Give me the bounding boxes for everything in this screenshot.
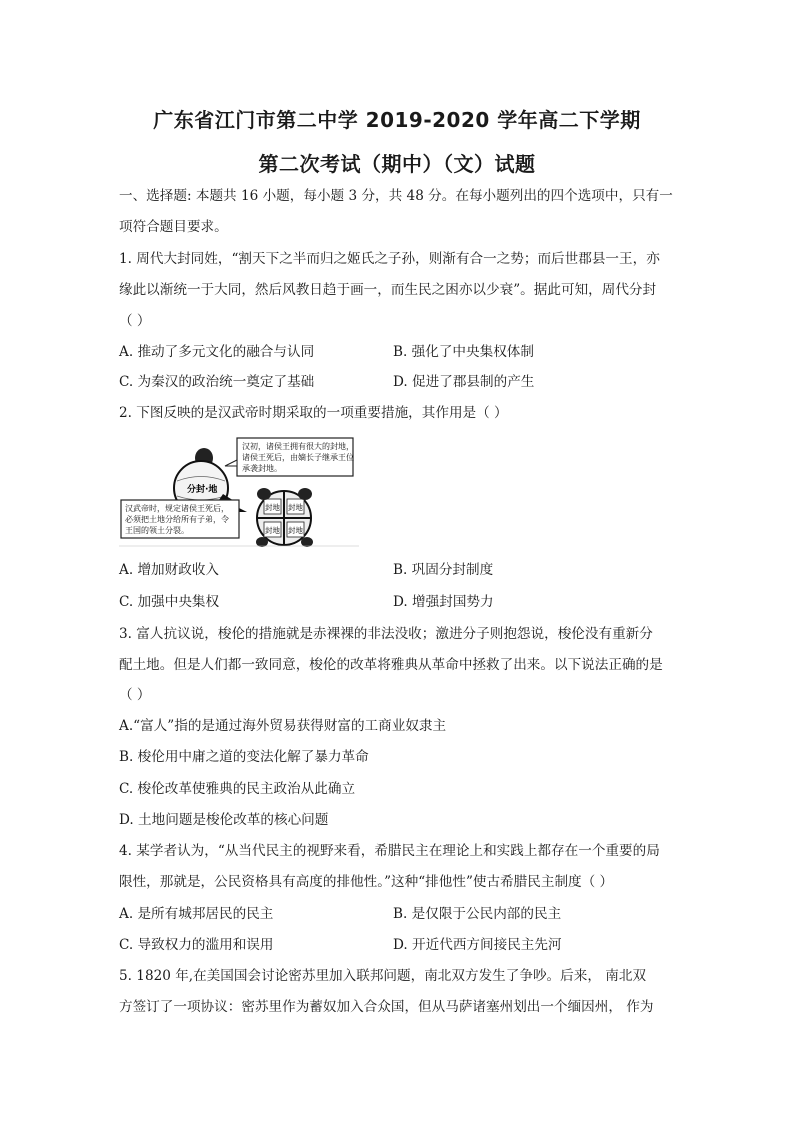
q1-option-d[interactable]: D. 促进了郡县制的产生: [393, 374, 535, 390]
bubble-top-line3: 承袭封地。: [242, 464, 282, 473]
q5-stem-line2: 方签订了一项协议：密苏里作为蓄奴加入合众国，但从马萨诸塞州划出一个缅因州， 作为: [119, 999, 654, 1015]
q4-option-c[interactable]: C. 导致权力的滥用和误用: [119, 937, 274, 953]
q1-option-c[interactable]: C. 为秦汉的政治统一奠定了基础: [119, 374, 315, 390]
q1-stem-line3: （ ）: [119, 313, 151, 329]
q2-option-a[interactable]: A. 增加财政收入: [119, 562, 220, 578]
q2-option-c[interactable]: C. 加强中央集权: [119, 594, 220, 610]
bubble-bottom-line2: 必须把土地分给所有子弟，令: [125, 515, 229, 524]
q5-stem-line1: 5. 1820 年,在美国国会讨论密苏里加入联邦问题，南北双方发生了争吵。后来， 南北双: [119, 968, 647, 984]
q3-option-d[interactable]: D. 土地问题是梭伦改革的核心问题: [119, 812, 329, 828]
fief-cell-3: 封地: [265, 526, 280, 535]
fief-cell-2: 封地: [288, 503, 303, 512]
divided-fiefs-icon: [256, 488, 313, 547]
q3-stem-line1: 3. 富人抗议说，梭伦的措施就是赤裸裸的非法没收；激进分子则抱怨说，梭伦没有重新分: [119, 626, 653, 642]
q4-stem-line1: 4. 某学者认为，“从当代民主的视野来看，希腊民主在理论上和实践上都存在一个重要的局: [119, 843, 660, 859]
bubble-top-line1: 汉初，诸侯王拥有很大的封地，: [242, 442, 354, 451]
q3-option-c[interactable]: C. 梭伦改革使雅典的民主政治从此确立: [119, 781, 356, 797]
q3-option-b[interactable]: B. 梭伦用中庸之道的变法化解了暴力革命: [119, 749, 369, 765]
q3-stem-line2: 配土地。但是人们都一致同意，梭伦的改革将雅典从革命中拯救了出来。以下说法正确的是: [119, 657, 663, 673]
q2-stem-line1: 2. 下图反映的是汉武帝时期采取的一项重要措施，其作用是（ ）: [119, 405, 508, 421]
section-instruction-line1: 一、选择题: 本题共 16 小题，每小题 3 分，共 48 分。在每小题列出的四个选项中，只有一: [119, 188, 673, 204]
q1-option-b[interactable]: B. 强化了中央集权体制: [393, 344, 534, 360]
q3-stem-line3: （ ）: [119, 687, 151, 703]
exam-title-line1: 广东省江门市第二中学 2019-2020 学年高二下学期: [153, 108, 641, 132]
q4-option-b[interactable]: B. 是仅限于公民内部的民主: [393, 906, 562, 922]
q2-cartoon-figure: [119, 436, 359, 548]
section-instruction-line2: 项符合题目要求。: [119, 219, 228, 235]
fief-cell-4: 封地: [288, 526, 303, 535]
q1-stem-line2: 缘此以渐统一于大同，然后风教日趋于画一，而生民之困亦以少衰”。据此可知，周代分封: [119, 282, 657, 298]
q4-stem-line2: 限性，那就是，公民资格具有高度的排他性。”这种“排他性”使古希腊民主制度（ ）: [119, 874, 614, 890]
exam-title-line2: 第二次考试（期中）（文）试题: [258, 152, 536, 176]
bubble-top-line2: 诸侯王死后，由嫡长子继承王位: [242, 453, 354, 462]
fief-cell-1: 封地: [265, 503, 280, 512]
globe-label: 分封·地: [187, 485, 218, 495]
q1-option-a[interactable]: A. 推动了多元文化的融合与认同: [119, 344, 315, 360]
q4-option-a[interactable]: A. 是所有城邦居民的民主: [119, 906, 274, 922]
q2-option-b[interactable]: B. 巩固分封制度: [393, 562, 494, 578]
bubble-bottom-line1: 汉武帝时，规定诸侯王死后，: [125, 504, 229, 513]
q4-option-d[interactable]: D. 开近代西方间接民主先河: [393, 937, 562, 953]
q2-option-d[interactable]: D. 增强封国势力: [393, 594, 494, 610]
bubble-bottom-line3: 王国的领土分裂。: [125, 526, 189, 535]
q3-option-a[interactable]: A.“富人”指的是通过海外贸易获得财富的工商业奴隶主: [119, 718, 447, 734]
q1-stem-line1: 1. 周代大封同姓，“割天下之半而归之姬氏之子孙，则渐有合一之势；而后世郡县一王，亦: [119, 251, 660, 267]
